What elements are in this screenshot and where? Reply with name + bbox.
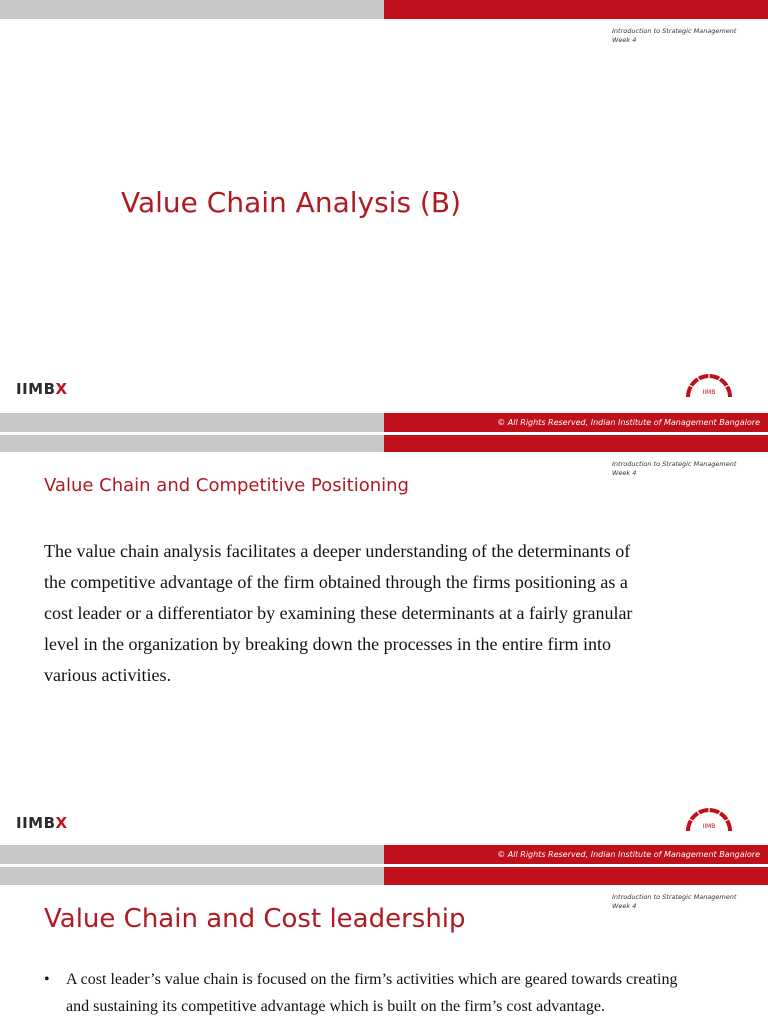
copyright-text: © All Rights Reserved, Indian Institute of Management Bangalore [497, 850, 760, 859]
slide-divider [0, 864, 768, 867]
bullet-line: A cost leader’s value chain is focused on the firm’s activities which are geared towards creating [66, 971, 678, 988]
top-bar [0, 0, 768, 19]
course-week: Week 4 [612, 469, 637, 477]
slide-divider [0, 432, 768, 435]
course-label [612, 893, 736, 911]
slide-title: Value Chain Analysis (B) [121, 186, 461, 219]
body-line: cost leader or a differentiator by examining these determinants at a fairly granular [44, 603, 633, 623]
body-line: The value chain analysis facilitates a deeper understanding of the determinants of [44, 541, 631, 561]
iimbx-logo: IIMBX [16, 814, 68, 832]
iimbx-logo: IIMBX [16, 380, 68, 398]
course-week: Week 4 [612, 36, 637, 44]
slide-1 [0, 0, 768, 433]
iimb-emblem-icon [682, 804, 736, 848]
bullet-icon: • [44, 971, 50, 988]
body-line: the competitive advantage of the firm obtained through the firms positioning as a [44, 572, 628, 592]
top-bar [0, 433, 768, 452]
iimb-emblem-icon [682, 370, 736, 414]
bullet-item [44, 966, 744, 1020]
top-bar [0, 866, 768, 885]
course-label [612, 460, 736, 478]
slide-2 [0, 433, 768, 866]
footer-bar [0, 413, 768, 433]
course-label [612, 27, 736, 45]
slide-heading: Value Chain and Competitive Positioning [44, 475, 409, 496]
slide-3 [0, 866, 768, 1024]
copyright-text: © All Rights Reserved, Indian Institute of Management Bangalore [497, 418, 760, 427]
course-week: Week 4 [612, 902, 637, 910]
body-paragraph [44, 536, 744, 691]
course-title: Introduction to Strategic Management [612, 460, 737, 468]
slide-heading: Value Chain and Cost leadership [44, 904, 466, 934]
course-title: Introduction to Strategic Management [612, 893, 737, 901]
bullet-line: and sustaining its competitive advantage which is built on the firm’s cost advantage. [66, 998, 605, 1015]
body-line: various activities. [44, 665, 171, 685]
logo-text: IIMB [702, 389, 716, 396]
body-line: level in the organization by breaking down the processes in the entire firm into [44, 634, 612, 654]
course-title: Introduction to Strategic Management [612, 27, 737, 35]
footer-bar [0, 845, 768, 865]
logo-text: IIMB [702, 823, 716, 830]
